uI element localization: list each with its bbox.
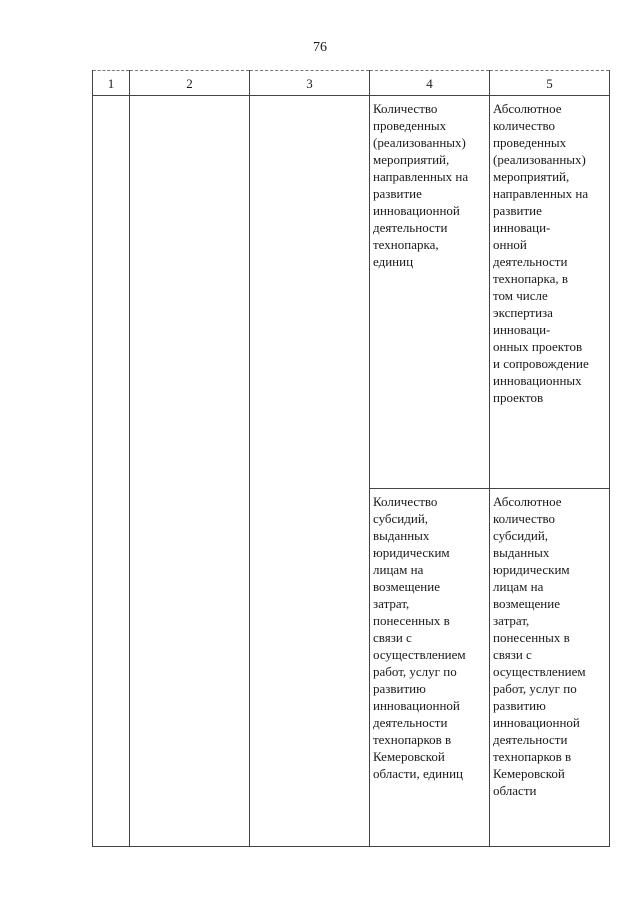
column-header: 5 xyxy=(490,71,610,96)
page-number: 76 xyxy=(313,40,327,55)
table-cell-description xyxy=(490,96,610,489)
indicator-text: Количество субсидий, выданных юридическим лицам на возмещение затрат, понесенных в связи с осуществлением работ, услуг по развитию инновационной деятельности технопарков в Кемеровской области, единиц xyxy=(373,494,466,781)
description-text: Абсолютное количество субсидий, выданных юридическим лицам на возмещение затрат, понесенных в связи с осуществлением работ, услуг по развитию инновационной деятельности технопарков в Кемеровской области xyxy=(493,494,586,798)
table-cell-col2 xyxy=(130,96,250,847)
table-cell-col3 xyxy=(250,96,370,847)
column-header: 1 xyxy=(93,71,130,96)
column-header: 3 xyxy=(250,71,370,96)
indicator-table xyxy=(92,70,610,847)
description-text: Абсолютное количество проведенных (реализованных) мероприятий, направленных на развитие инноваци- онной деятельности технопарка, в том числе экспертиза инноваци- онных проектов и сопровождение инновационных проектов xyxy=(493,101,589,405)
column-header: 4 xyxy=(370,71,490,96)
table-cell-col1 xyxy=(93,96,130,847)
table-cell-description xyxy=(490,489,610,847)
table-row xyxy=(93,96,610,489)
indicator-text: Количество проведенных (реализованных) мероприятий, направленных на развитие инновационной деятельности технопарка, единиц xyxy=(373,101,469,269)
table-cell-indicator xyxy=(370,489,490,847)
table-header-row xyxy=(93,71,610,96)
column-header: 2 xyxy=(130,71,250,96)
table-cell-indicator xyxy=(370,96,490,489)
